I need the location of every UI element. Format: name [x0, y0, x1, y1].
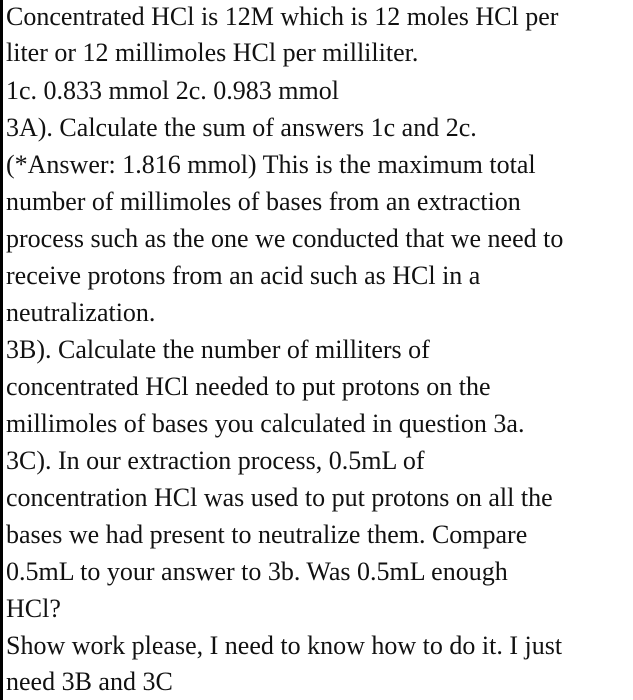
text-line-10: 3B). Calculate the number of milliters of — [6, 335, 430, 364]
text-line-1: Concentrated HCl is 12M which is 12 moles HCl per — [6, 2, 559, 31]
text-line-14: concentration HCl was used to put protons on all the — [6, 483, 553, 512]
text-line-17: HCl? — [6, 594, 61, 623]
text-line-12: millimoles of bases you calculated in question 3a. — [6, 409, 525, 438]
text-line-13: 3C). In our extraction process, 0.5mL of — [6, 446, 425, 475]
text-line-4: 3A). Calculate the sum of answers 1c and 2c. — [6, 113, 477, 142]
text-line-11: concentrated HCl needed to put protons on the — [6, 372, 491, 401]
text-line-16: 0.5mL to your answer to 3b. Was 0.5mL enough — [6, 557, 508, 586]
text-line-8: receive protons from an acid such as HCl in a — [6, 261, 481, 290]
text-line-9: neutralization. — [6, 298, 156, 327]
text-line-3: 1c. 0.833 mmol 2c. 0.983 mmol — [6, 76, 339, 105]
text-line-18: Show work please, I need to know how to do it. I just — [6, 631, 563, 660]
text-line-19: need 3B and 3C — [6, 667, 173, 696]
text-line-15: bases we had present to neutralize them. Compare — [6, 520, 528, 549]
text-line-7: process such as the one we conducted that we need to — [6, 224, 564, 253]
text-line-2: liter or 12 millimoles HCl per milliliter. — [6, 38, 419, 67]
text-line-6: number of millimoles of bases from an extraction — [6, 187, 521, 216]
text-line-5: (*Answer: 1.816 mmol) This is the maximum total — [6, 150, 536, 179]
